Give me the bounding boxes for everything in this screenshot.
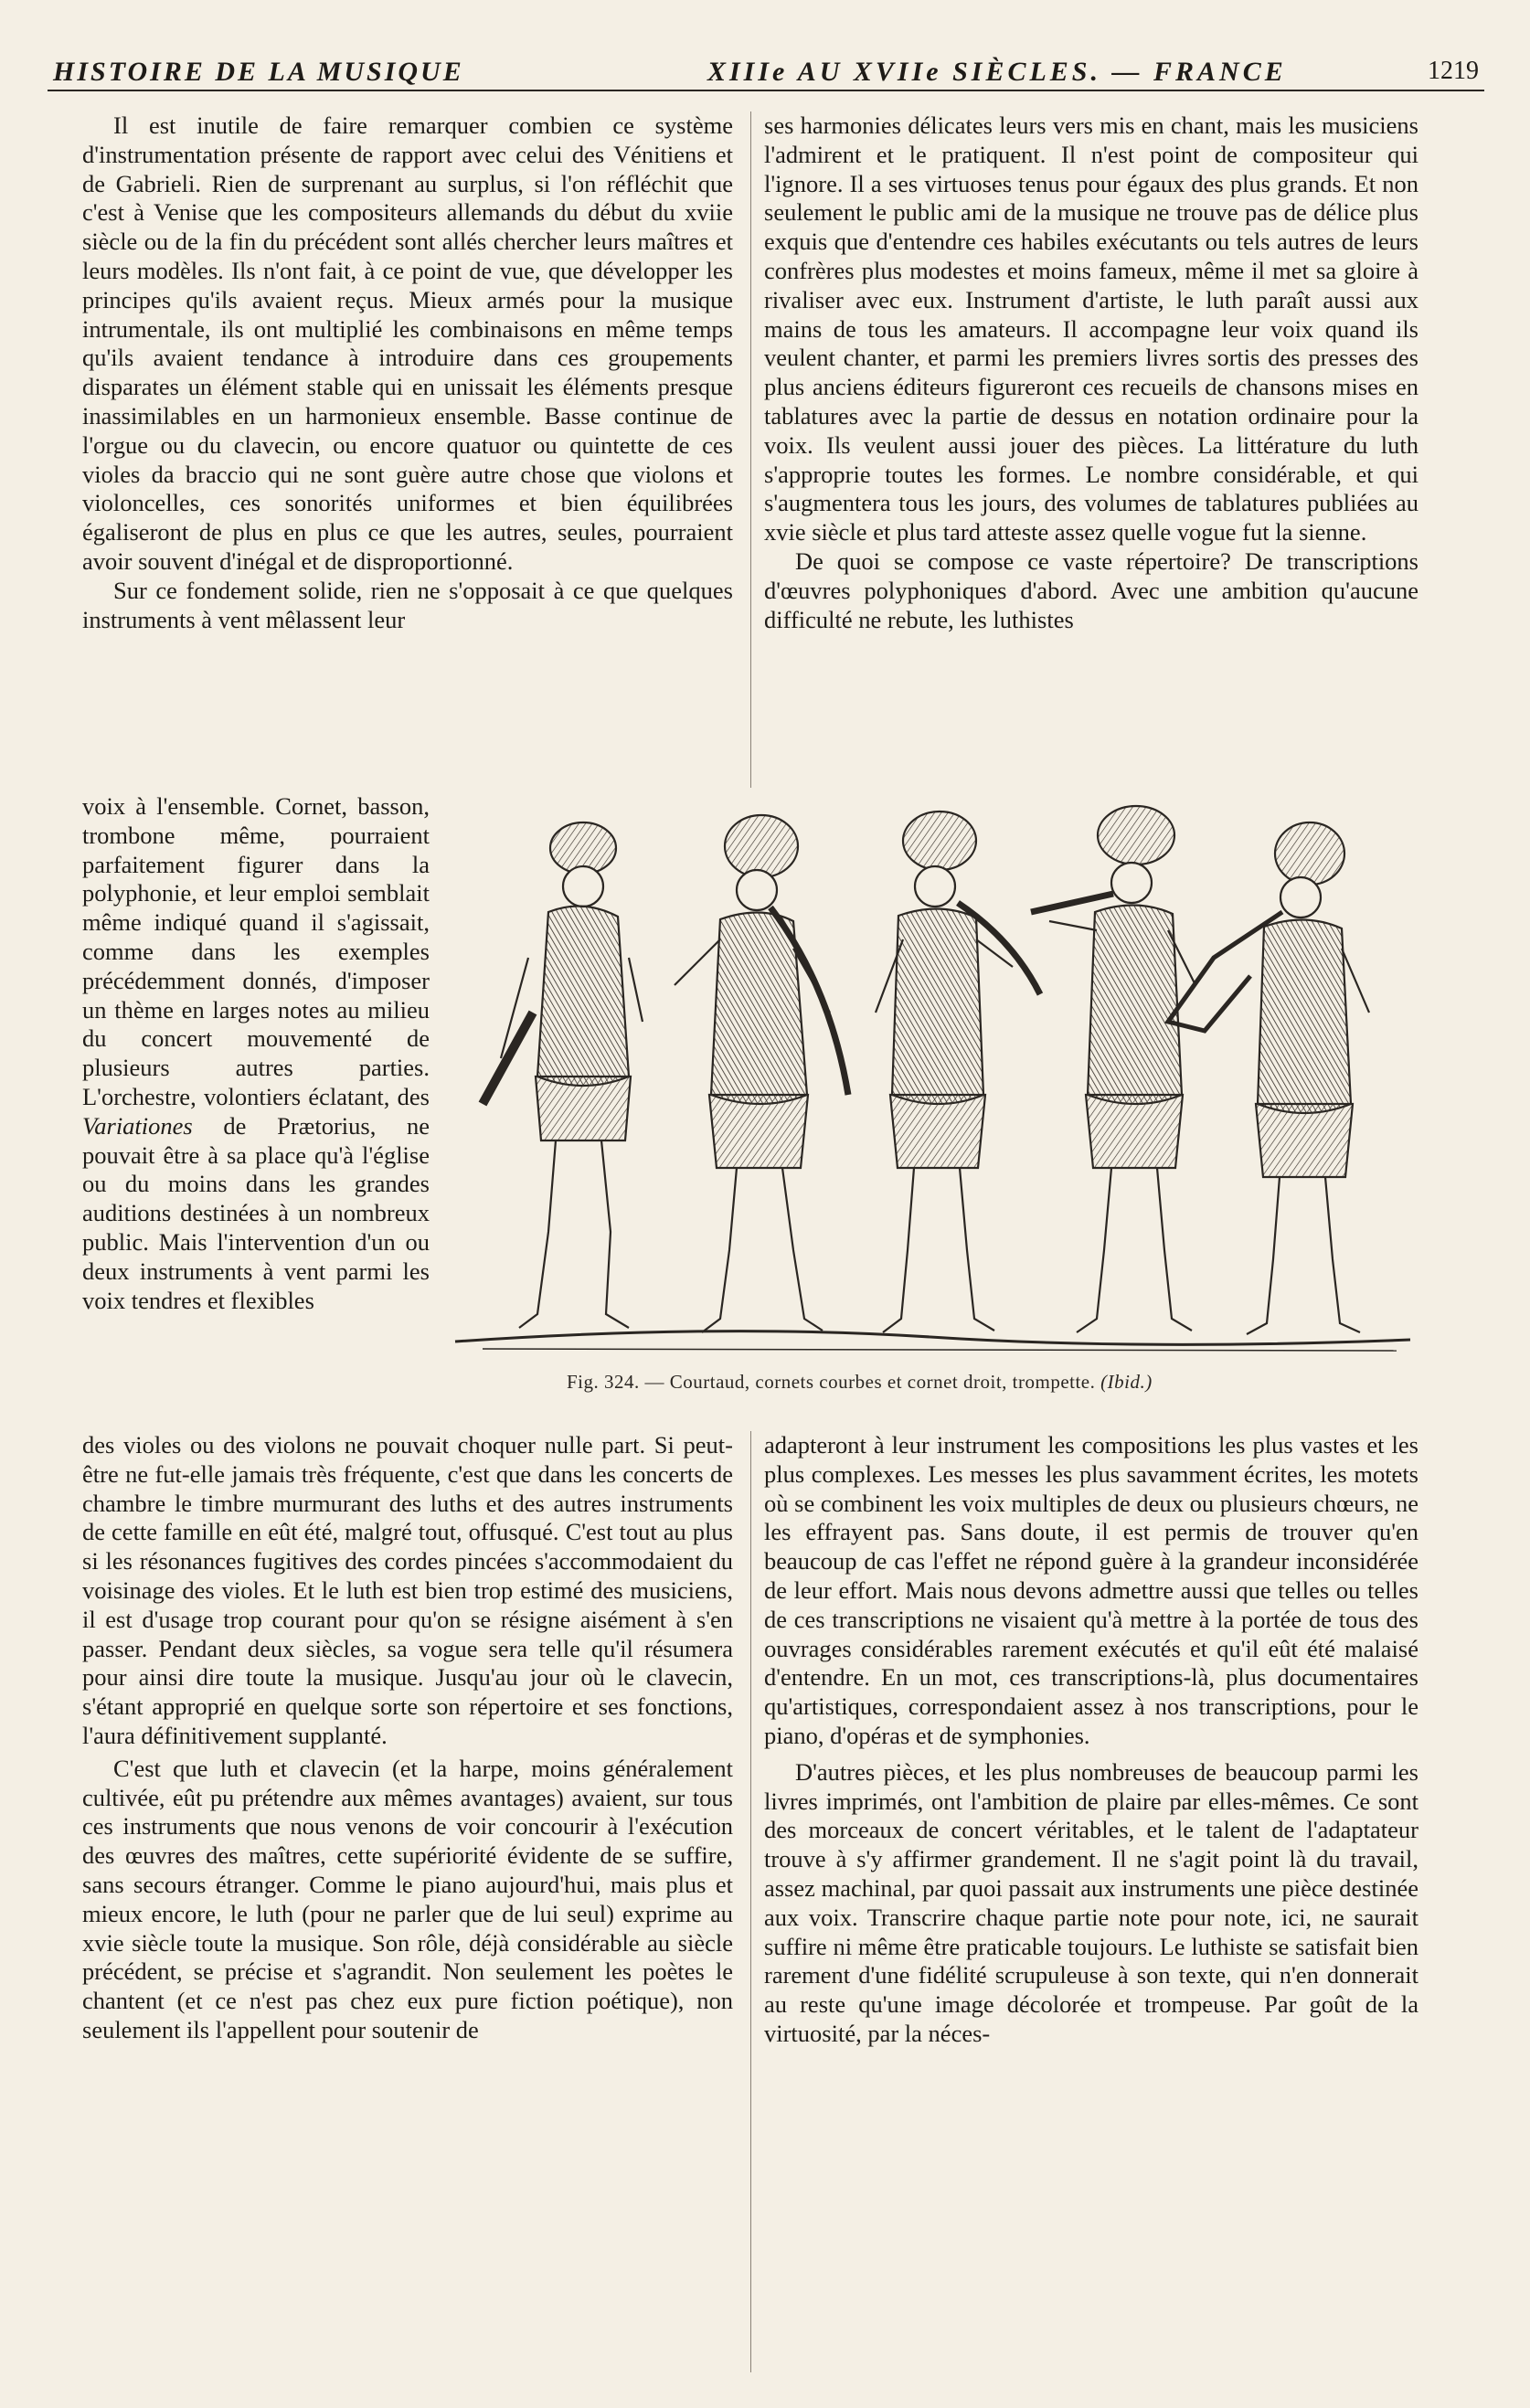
page-number: 1219 [1428,57,1479,85]
musician-5 [1168,822,1369,1334]
header-section: XIIIe AU XVIIe SIÈCLES. — FRANCE [707,57,1287,87]
paragraph: ses harmonies délicates leurs vers mis en chant, mais les musiciens l'admirent et le pratiquent. Il n'est point de compositeur qui l'ignore. Il a ses virtuoses tenus pour égaux des plus grands. Et non seulement le public ami de la musique ne trouve pas de délice plus exquis que d'entendre ces habiles exécutants ou tels autres de leurs confrères plus modestes et moins fameux, même il met sa gloire à rivaliser avec eux. Instrument d'artiste, le luth paraît aussi aux mains de tous les amateurs. Il accompagne leur voix quand ils veulent chanter, et parmi les premiers livres sortis des presses des plus anciens éditeurs figureront ces recueils de chansons mises en tablatures avec la partie de dessus en notation ordinaire pour la voix. Ils veulent aussi jouer des pièces. La littérature du luth s'approprie toutes les formes. Le nombre considérable, et qui s'augmentera tous les jours, des volumes de tablatures publiées au xvie siècle et plus tard atteste assez quelle vogue fut la sienne. [764,111,1418,546]
header-title: HISTOIRE DE LA MUSIQUE [53,57,464,87]
paragraph: Sur ce fondement solide, rien ne s'opposait à ce que quelques instruments à vent mêlassent leur [82,576,733,633]
figure-caption [567,1371,1389,1394]
caption-source: (Ibid.) [1100,1371,1153,1393]
paragraph: Il est inutile de faire remarquer combien ce système d'instrumentation présente de rapport avec celui des Vénitiens et de Gabrieli. Rien de surprenant au surplus, si l'on réfléchit que c'est à Venise que les compositeurs allemands du début du xviie siècle ou de la fin du précédent sont allés chercher leurs maîtres et leurs modèles. Ils n'ont fait, à ce point de vue, que développer les principes qu'ils avaient reçus. Mieux armés pour la musique intrumentale, ils ont multiplié les combinaisons en même temps qu'ils avaient tendance à introduire dans ces groupements disparates un élément stable qui en unissait les éléments presque inassimilables en un harmonieux ensemble. Basse continue de l'orgue ou du clavecin, ou encore quatuor ou quintette de ces violes da braccio qui ne sont guère autre chose que violons et violoncelles, ces sonorités uniformes et bien équilibrées égaliseront de plus en plus ce que les autres, seules, pourraient avoir souvent d'inégal et de disproportionné. [82,111,733,575]
left-column-narrow [82,792,430,1315]
left-column-top [82,111,733,634]
paragraph: D'autres pièces, et les plus nombreuses de beaucoup parmi les livres imprimés, ont l'ambition de plaire par elles-mêmes. Ce sont des morceaux de concert véritables, et le talent de l'adaptateur trouve à s'y affirmer grandement. Il ne s'agit point là du travail, assez machinal, par quoi passait aux instruments une pièce destinée aux voix. Transcrire chaque partie note pour note, ici, ne saurait suffire ni même être praticable toujours. Le luthiste se satisfait bien rarement d'une fidélité scrupuleuse à son texte, qui n'en donnerait au reste qu'une image décolorée et trompeuse. Par goût de la virtuosité, par la néces- [764,1757,1418,2047]
paragraph: voix à l'ensemble. Cornet, basson, trombone même, pourraient parfaitement figurer dans la polyphonie, et leur emploi semblait même indiqué quand il s'agissait, comme dans les exemples précédemment donnés, d'imposer un thème en larges notes au milieu du concert mouvementé de plusieurs autres parties. L'orchestre, volontiers éclatant, des Variationes de Prætorius, ne pouvait être à sa place qu'à l'église ou du moins dans les grandes auditions destinées à un nombreux public. Mais l'intervention d'un ou deux instruments à vent parmi les voix tendres et flexibles [82,792,430,1314]
left-column-bottom [82,1431,733,2045]
musician-4 [1031,806,1195,1332]
column-rule-top [750,111,751,788]
figure-engraving [446,802,1415,1367]
paragraph: C'est que luth et clavecin (et la harpe, moins généralement cultivée, eût pu prétendre aux mêmes avantages) avaient, sur tous ces instruments que nous venons de voir concourir à l'exécution des œuvres des maîtres, cette supériorité évidente de se suffire, sans secours étranger. Comme le piano aujourd'hui, mais plus et mieux encore, le luth (pour ne parler que de lui seul) exprime au xvie siècle toute la musique. Son rôle, déjà considérable au siècle précédent, se précise et s'agrandit. Non seulement les poètes le chantent (et ce n'est pas chez eux pure fiction poétique), non seulement ils l'appellent pour soutenir de [82,1754,733,2043]
paragraph: des violes ou des violons ne pouvait choquer nulle part. Si peut-être ne fut-elle jamais très fréquente, c'est que dans les concerts de chambre le timbre murmurant des luths et des autres instruments de cette famille en eût été, malgré tout, offusqué. C'est tout au plus si les résonances fugitives des cordes pincées s'accommodaient du voisinage des violes. Et le luth est bien trop estimé des musiciens, il est d'usage trop courant pour qu'on se résigne aisément à s'en passer. Pendant deux siècles, sa vogue sera telle qu'il résumera pour ainsi dire toute la musique. Jusqu'au jour où le clavecin, s'étant approprié en quelque sorte son répertoire et ses fonctions, l'aura définitivement supplanté. [82,1431,733,1749]
musician-1 [483,822,643,1328]
running-header [48,53,1484,91]
paragraph: adapteront à leur instrument les compositions les plus vastes et les plus complexes. Les messes les plus savamment écrites, les motets où se combinent les voix multiples de deux ou plusieurs chœurs, ne les effrayent pas. Sans doute, il est permis de trouver qu'en beaucoup de cas l'effet ne répond guère à la grandeur inconsidérée de leur effort. Mais nous devons admettre aussi que telles ou telles de ces transcriptions ne visaient qu'à mettre à la portée de tous des ouvrages considérables rarement exécutés et qu'il eût été malaisé d'entendre. En un mot, ces transcriptions-là, plus documentaires qu'artistiques, correspondaient assez à nos transcriptions, pour le piano, d'opéras et de symphonies. [764,1431,1418,1749]
paragraph: De quoi se compose ce vaste répertoire? De transcriptions d'œuvres polyphoniques d'abord. Avec une ambition qu'aucune difficulté ne rebute, les luthistes [764,546,1418,633]
musician-3 [876,812,1040,1332]
column-rule-bottom [750,1431,751,2372]
musician-2 [675,815,848,1332]
musicians-illustration [446,802,1415,1367]
right-column-bottom [764,1431,1418,2049]
caption-text: Fig. 324. — Courtaud, cornets courbes et cornet droit, trompette. [567,1371,1096,1393]
right-column-top [764,111,1418,634]
